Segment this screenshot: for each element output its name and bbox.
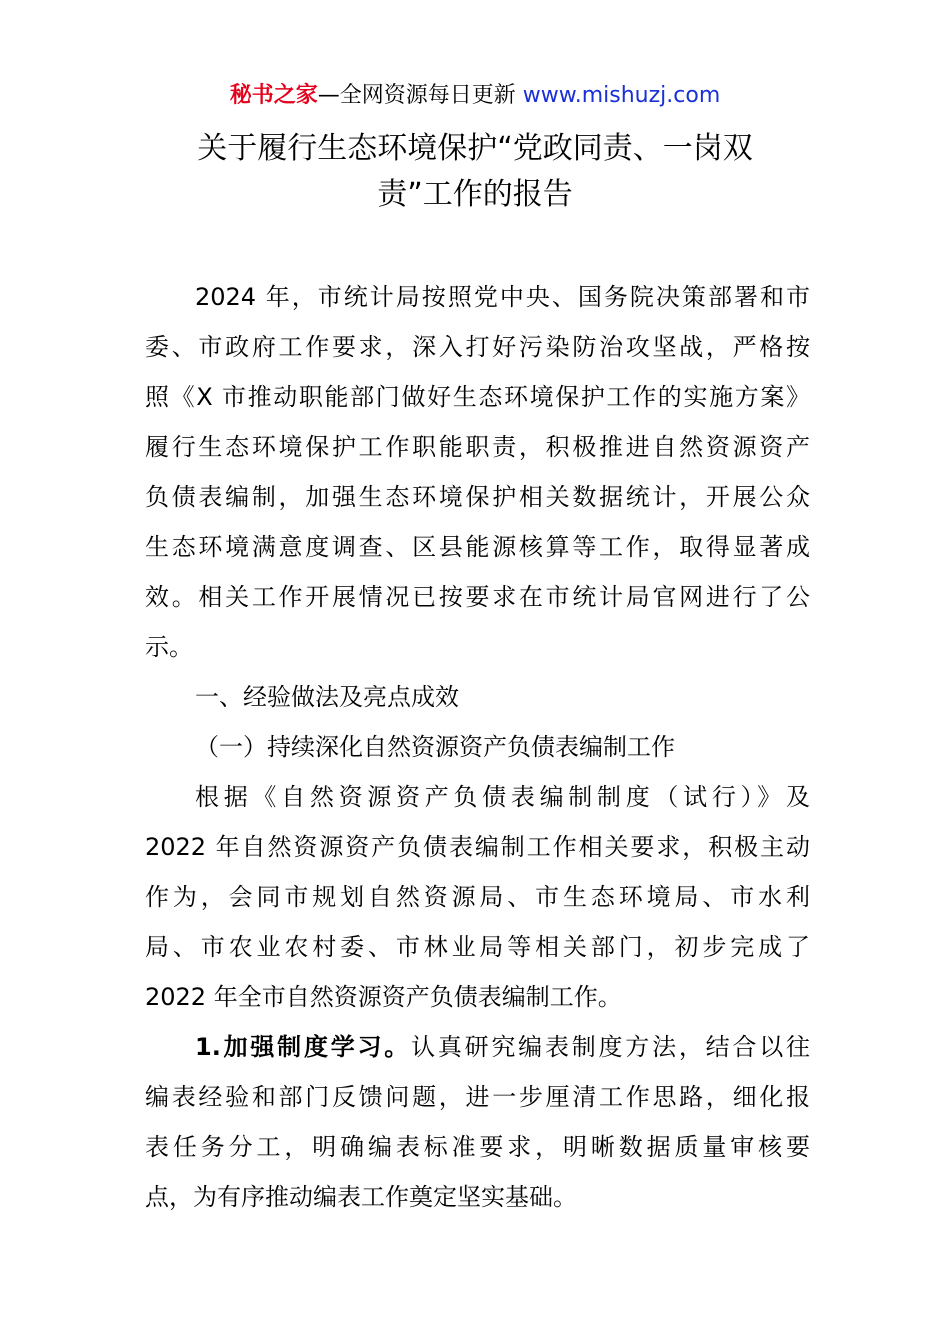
item-line: 编表经验和部门反馈问题，进一步厘清工作思路，细化报 [145, 1083, 810, 1111]
intro-line: 效。相关工作开展情况已按要求在市统计局官网进行了公 [145, 583, 810, 611]
site-header [0, 80, 950, 112]
site-tagline: —全网资源每日更新 [317, 83, 516, 108]
item-line: 点，为有序推动编表工作奠定坚实基础。 [145, 1183, 577, 1211]
item-heading: 1.加强制度学习。 [195, 1033, 412, 1061]
subsection-heading: （一）持续深化自然资源资产负债表编制工作 [195, 733, 675, 761]
site-brand: 秘书之家 [229, 83, 318, 108]
intro-line: 履行生态环境保护工作职能职责，积极推进自然资源资产 [145, 433, 810, 461]
intro-line: 负债表编制，加强生态环境保护相关数据统计，开展公众 [145, 483, 810, 511]
section-heading: 一、经验做法及亮点成效 [195, 683, 459, 711]
site-url-link[interactable]: www.mishuzj.com [515, 83, 721, 108]
item-line: 表任务分工，明确编表标准要求，明晰数据质量审核要 [145, 1133, 810, 1161]
subsection-line: 根据《自然资源资产负债表编制制度（试行）》及 [195, 783, 810, 811]
intro-line: 照《X 市推动职能部门做好生态环境保护工作的实施方案》 [145, 383, 810, 411]
title-line-1: 关于履行生态环境保护“党政同责、一岗双 [197, 131, 753, 166]
item-first-line [145, 1022, 810, 1072]
title-line-2: 责”工作的报告 [377, 177, 573, 212]
subsection-line: 2022 年全市自然资源资产负债表编制工作。 [145, 983, 622, 1011]
intro-line: 生态环境满意度调查、区县能源核算等工作，取得显著成 [145, 533, 810, 561]
intro-line: 2024 年，市统计局按照党中央、国务院决策部署和市 [195, 283, 810, 311]
document-title [100, 126, 850, 218]
intro-line: 示。 [145, 633, 193, 661]
intro-line: 委、市政府工作要求，深入打好污染防治攻坚战，严格按 [145, 333, 810, 361]
subsection-line: 作为，会同市规划自然资源局、市生态环境局、市水利 [145, 883, 810, 911]
subsection-line: 局、市农业农村委、市林业局等相关部门，初步完成了 [145, 933, 810, 961]
subsection-line: 2022 年自然资源资产负债表编制工作相关要求，积极主动 [145, 833, 810, 861]
item-first-text: 认真研究编表制度方法，结合以往 [411, 1033, 810, 1061]
document-body [145, 272, 810, 1222]
